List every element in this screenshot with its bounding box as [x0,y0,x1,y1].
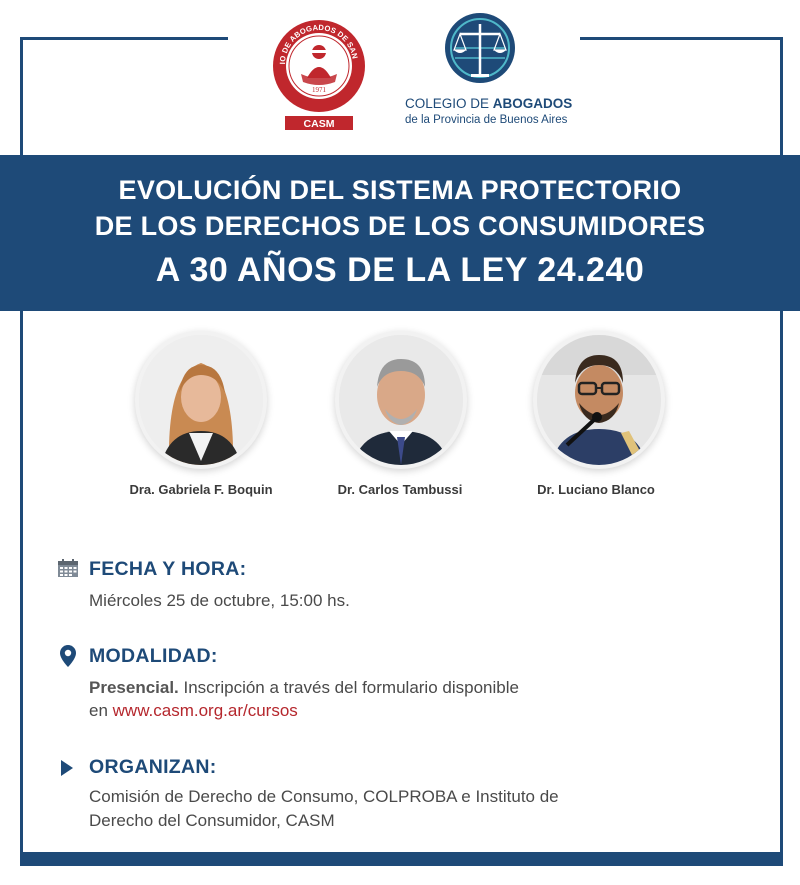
speaker-name-tambussi: Dr. Carlos Tambussi [337,482,463,497]
calendar-icon [58,559,78,582]
fecha-heading: FECHA Y HORA: [89,558,247,580]
title-line-3: A 30 AÑOS DE LA LEY 24.240 [155,251,645,289]
modalidad-prefix: en [89,701,113,720]
registration-link[interactable]: www.casm.org.ar/cursos [112,701,298,720]
speaker-name-boquin: Dra. Gabriela F. Boquin [129,482,273,497]
speaker-photo-boquin [139,335,263,465]
cabpba-subtitle: de la Provincia de Buenos Aires [405,114,568,126]
organizan-line-1: Comisión de Derecho de Consumo, COLPROBA e Instituto de [89,787,559,806]
casm-year: 1971 [312,86,326,94]
cabpba-logo [405,10,573,130]
title-line-2: DE LOS DERECHOS DE LOS CONSUMIDORES [94,211,706,241]
organizan-heading: ORGANIZAN: [89,756,217,778]
speaker-name-blanco: Dr. Luciano Blanco [537,482,655,497]
modalidad-strong: Presencial. [89,678,179,697]
modalidad-line-2 [89,700,298,722]
modalidad-text: Inscripción a través del formulario disponible [178,678,519,697]
casm-ring-text: IO DE ABOGADOS DE SAN [277,22,360,65]
title-line-1: EVOLUCIÓN DEL SISTEMA PROTECTORIO [118,175,682,205]
cabpba-name: COLEGIO DE ABOGADOS [405,96,573,111]
organizan-line-2: Derecho del Consumidor, CASM [89,811,335,830]
frame-bottom [20,852,783,866]
frame-top-left [20,37,228,40]
speaker-photo-blanco [537,335,661,465]
casm-logo [271,16,367,132]
speaker-photo-tambussi [339,335,463,465]
play-arrow-icon [61,760,73,781]
modalidad-line-1 [89,677,519,699]
location-pin-icon [60,645,76,672]
casm-badge: CASM [303,118,335,130]
frame-top-right [580,37,783,40]
fecha-value: Miércoles 25 de octubre, 15:00 hs. [89,591,350,610]
title-banner [0,155,800,311]
modalidad-heading: MODALIDAD: [89,645,218,667]
